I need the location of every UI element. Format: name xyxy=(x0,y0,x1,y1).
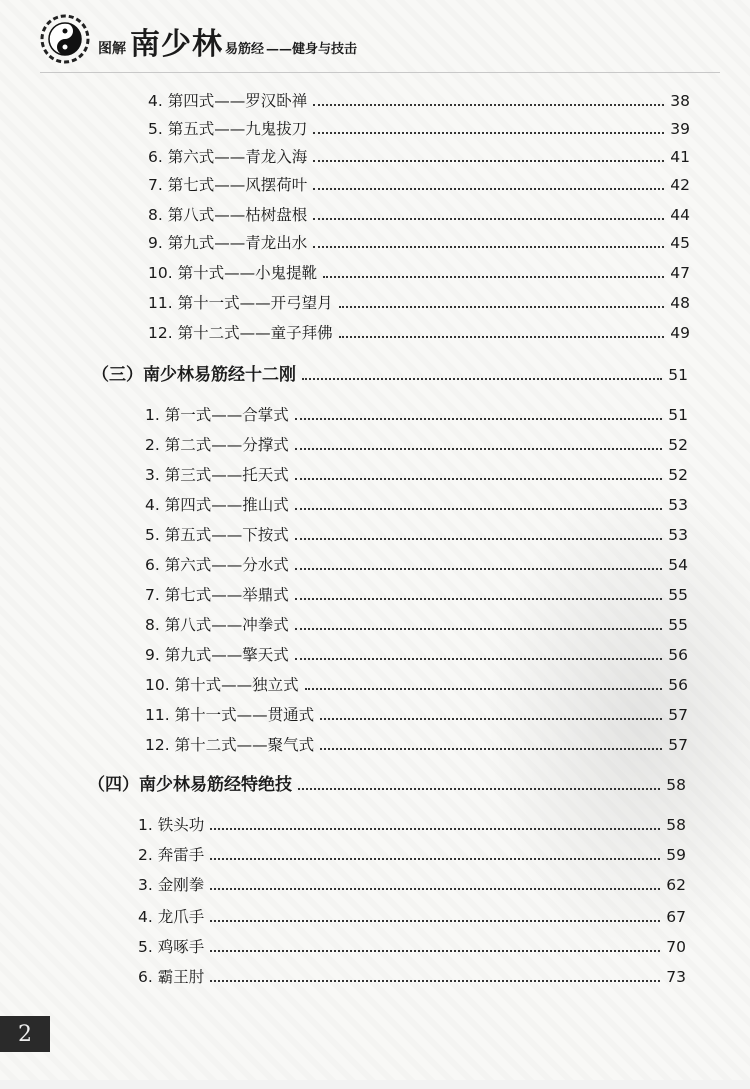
toc-entry-title: 12. 第十二式——聚气式 xyxy=(145,736,315,754)
toc-section-heading[interactable] xyxy=(88,772,686,796)
toc-leader-dots xyxy=(295,418,663,420)
toc-entry-title: 5. 第五式——下按式 xyxy=(145,526,289,544)
toc-leader-dots xyxy=(210,828,660,830)
toc-entry-page: 48 xyxy=(670,294,690,312)
toc-entry-page: 51 xyxy=(668,406,688,424)
toc-entry-page: 53 xyxy=(668,496,688,514)
toc-entry-page: 73 xyxy=(666,968,686,986)
toc-entry[interactable] xyxy=(145,462,688,486)
toc-section-heading[interactable] xyxy=(92,362,688,386)
toc-leader-dots xyxy=(302,378,662,380)
toc-leader-dots xyxy=(295,448,663,450)
toc-entry-page: 55 xyxy=(668,586,688,604)
toc-leader-dots xyxy=(210,888,660,890)
toc-entry[interactable] xyxy=(138,872,686,896)
toc-entry[interactable] xyxy=(145,582,688,606)
toc-leader-dots xyxy=(313,188,664,190)
toc-entry-title: 2. 第二式——分撑式 xyxy=(145,436,289,454)
toc-leader-dots xyxy=(210,858,660,860)
toc-entry-title: 4. 第四式——推山式 xyxy=(145,496,289,514)
toc-entry[interactable] xyxy=(145,732,688,756)
toc-entry[interactable] xyxy=(145,402,688,426)
toc-entry-page: 49 xyxy=(670,324,690,342)
toc-leader-dots xyxy=(298,788,660,790)
toc-entry-page: 62 xyxy=(666,876,686,894)
toc-section-page: 58 xyxy=(666,776,686,794)
toc-entry-title: 3. 第三式——托天式 xyxy=(145,466,289,484)
header-title: 南少林 xyxy=(130,27,223,62)
page-number: 2 xyxy=(18,1021,32,1047)
toc-entry-title: 5. 第五式——九鬼拔刀 xyxy=(148,120,308,138)
toc-leader-dots xyxy=(295,628,663,630)
toc-entry-title: 7. 第七式——风摆荷叶 xyxy=(148,176,308,194)
page-bottom-edge xyxy=(0,1080,750,1089)
header-subtitle: 易筋经 xyxy=(225,42,265,57)
toc-entry-title: 9. 第九式——擎天式 xyxy=(145,646,289,664)
toc-entry-title: 7. 第七式——举鼎式 xyxy=(145,586,289,604)
toc-entry-title: 3. 金刚拳 xyxy=(138,876,205,894)
toc-entry-title: 8. 第八式——枯树盘根 xyxy=(148,206,308,224)
toc-entry[interactable] xyxy=(148,116,690,140)
toc-leader-dots xyxy=(313,218,664,220)
toc-leader-dots xyxy=(295,478,663,480)
toc-leader-dots xyxy=(320,718,662,720)
toc-entry-page: 53 xyxy=(668,526,688,544)
toc-leader-dots xyxy=(320,748,662,750)
header-suffix: ——健身与技击 xyxy=(266,42,358,57)
toc-leader-dots xyxy=(313,104,664,106)
toc-leader-dots xyxy=(295,538,663,540)
toc-entry[interactable] xyxy=(148,202,690,226)
toc-entry-page: 38 xyxy=(670,92,690,110)
toc-entry-page: 44 xyxy=(670,206,690,224)
toc-entry[interactable] xyxy=(138,964,686,988)
toc-section-title: （三）南少林易筋经十二刚 xyxy=(92,365,296,385)
toc-entry-page: 45 xyxy=(670,234,690,252)
toc-entry[interactable] xyxy=(138,842,686,866)
header-divider xyxy=(40,72,720,73)
toc-entry-page: 67 xyxy=(666,908,686,926)
toc-entry[interactable] xyxy=(138,934,686,958)
toc-entry-page: 55 xyxy=(668,616,688,634)
toc-entry-page: 42 xyxy=(670,176,690,194)
toc-entry-title: 1. 第一式——合掌式 xyxy=(145,406,289,424)
toc-leader-dots xyxy=(210,920,660,922)
taiji-icon xyxy=(40,14,90,64)
toc-entry-title: 11. 第十一式——贯通式 xyxy=(145,706,315,724)
toc-entry[interactable] xyxy=(148,230,690,254)
toc-entry[interactable] xyxy=(145,522,688,546)
toc-entry-title: 4. 龙爪手 xyxy=(138,908,205,926)
page-number-badge xyxy=(0,1016,50,1052)
toc-entry-title: 1. 铁头功 xyxy=(138,816,205,834)
toc-entry[interactable] xyxy=(145,492,688,516)
header-prefix: 图解 xyxy=(98,41,126,57)
toc-entry-page: 57 xyxy=(668,736,688,754)
toc-entry-page: 57 xyxy=(668,706,688,724)
toc-entry[interactable] xyxy=(148,172,690,196)
toc-entry-title: 2. 奔雷手 xyxy=(138,846,205,864)
toc-entry[interactable] xyxy=(145,672,688,696)
toc-leader-dots xyxy=(295,508,663,510)
toc-entry-title: 11. 第十一式——开弓望月 xyxy=(148,294,333,312)
toc-entry[interactable] xyxy=(145,642,688,666)
toc-leader-dots xyxy=(323,276,664,278)
toc-entry-title: 10. 第十式——小鬼提靴 xyxy=(148,264,318,282)
toc-entry-title: 10. 第十式——独立式 xyxy=(145,676,299,694)
toc-entry-title: 6. 第六式——青龙入海 xyxy=(148,148,308,166)
toc-leader-dots xyxy=(313,132,664,134)
toc-entry-page: 70 xyxy=(666,938,686,956)
toc-entry[interactable] xyxy=(145,612,688,636)
toc-entry-title: 9. 第九式——青龙出水 xyxy=(148,234,308,252)
toc-entry-page: 56 xyxy=(668,646,688,664)
toc-entry-page: 56 xyxy=(668,676,688,694)
toc-leader-dots xyxy=(295,568,663,570)
toc-leader-dots xyxy=(313,160,664,162)
toc-leader-dots xyxy=(339,306,665,308)
toc-entry-title: 4. 第四式——罗汉卧禅 xyxy=(148,92,308,110)
toc-entry[interactable] xyxy=(148,320,690,344)
toc-entry-page: 59 xyxy=(666,846,686,864)
toc-entry-page: 41 xyxy=(670,148,690,166)
toc-entry-page: 47 xyxy=(670,264,690,282)
toc-entry-title: 5. 鸡啄手 xyxy=(138,938,205,956)
toc-leader-dots xyxy=(313,246,664,248)
toc-entry-page: 58 xyxy=(666,816,686,834)
toc-section-page: 51 xyxy=(668,366,688,384)
toc-entry[interactable] xyxy=(148,260,690,284)
toc-entry-title: 6. 第六式——分水式 xyxy=(145,556,289,574)
toc-entry[interactable] xyxy=(148,144,690,168)
toc-entry[interactable] xyxy=(145,552,688,576)
toc-entry[interactable] xyxy=(148,290,690,314)
toc-section-title: （四）南少林易筋经特绝技 xyxy=(88,775,292,795)
toc-entry-page: 52 xyxy=(668,466,688,484)
toc-entry[interactable] xyxy=(148,88,690,112)
toc-leader-dots xyxy=(210,980,660,982)
toc-leader-dots xyxy=(305,688,663,690)
toc-entry-title: 8. 第八式——冲拳式 xyxy=(145,616,289,634)
toc-entry[interactable] xyxy=(138,812,686,836)
toc-entry-page: 39 xyxy=(670,120,690,138)
toc-entry[interactable] xyxy=(145,702,688,726)
header-title-group xyxy=(98,22,357,62)
toc-entry-page: 54 xyxy=(668,556,688,574)
toc-leader-dots xyxy=(210,950,660,952)
toc-leader-dots xyxy=(339,336,665,338)
toc-entry-title: 12. 第十二式——童子拜佛 xyxy=(148,324,333,342)
toc-entry-title: 6. 霸王肘 xyxy=(138,968,205,986)
toc-entry[interactable] xyxy=(145,432,688,456)
toc-entry-page: 52 xyxy=(668,436,688,454)
toc-leader-dots xyxy=(295,598,663,600)
toc-leader-dots xyxy=(295,658,663,660)
page-header xyxy=(0,0,750,72)
toc-entry[interactable] xyxy=(138,904,686,928)
